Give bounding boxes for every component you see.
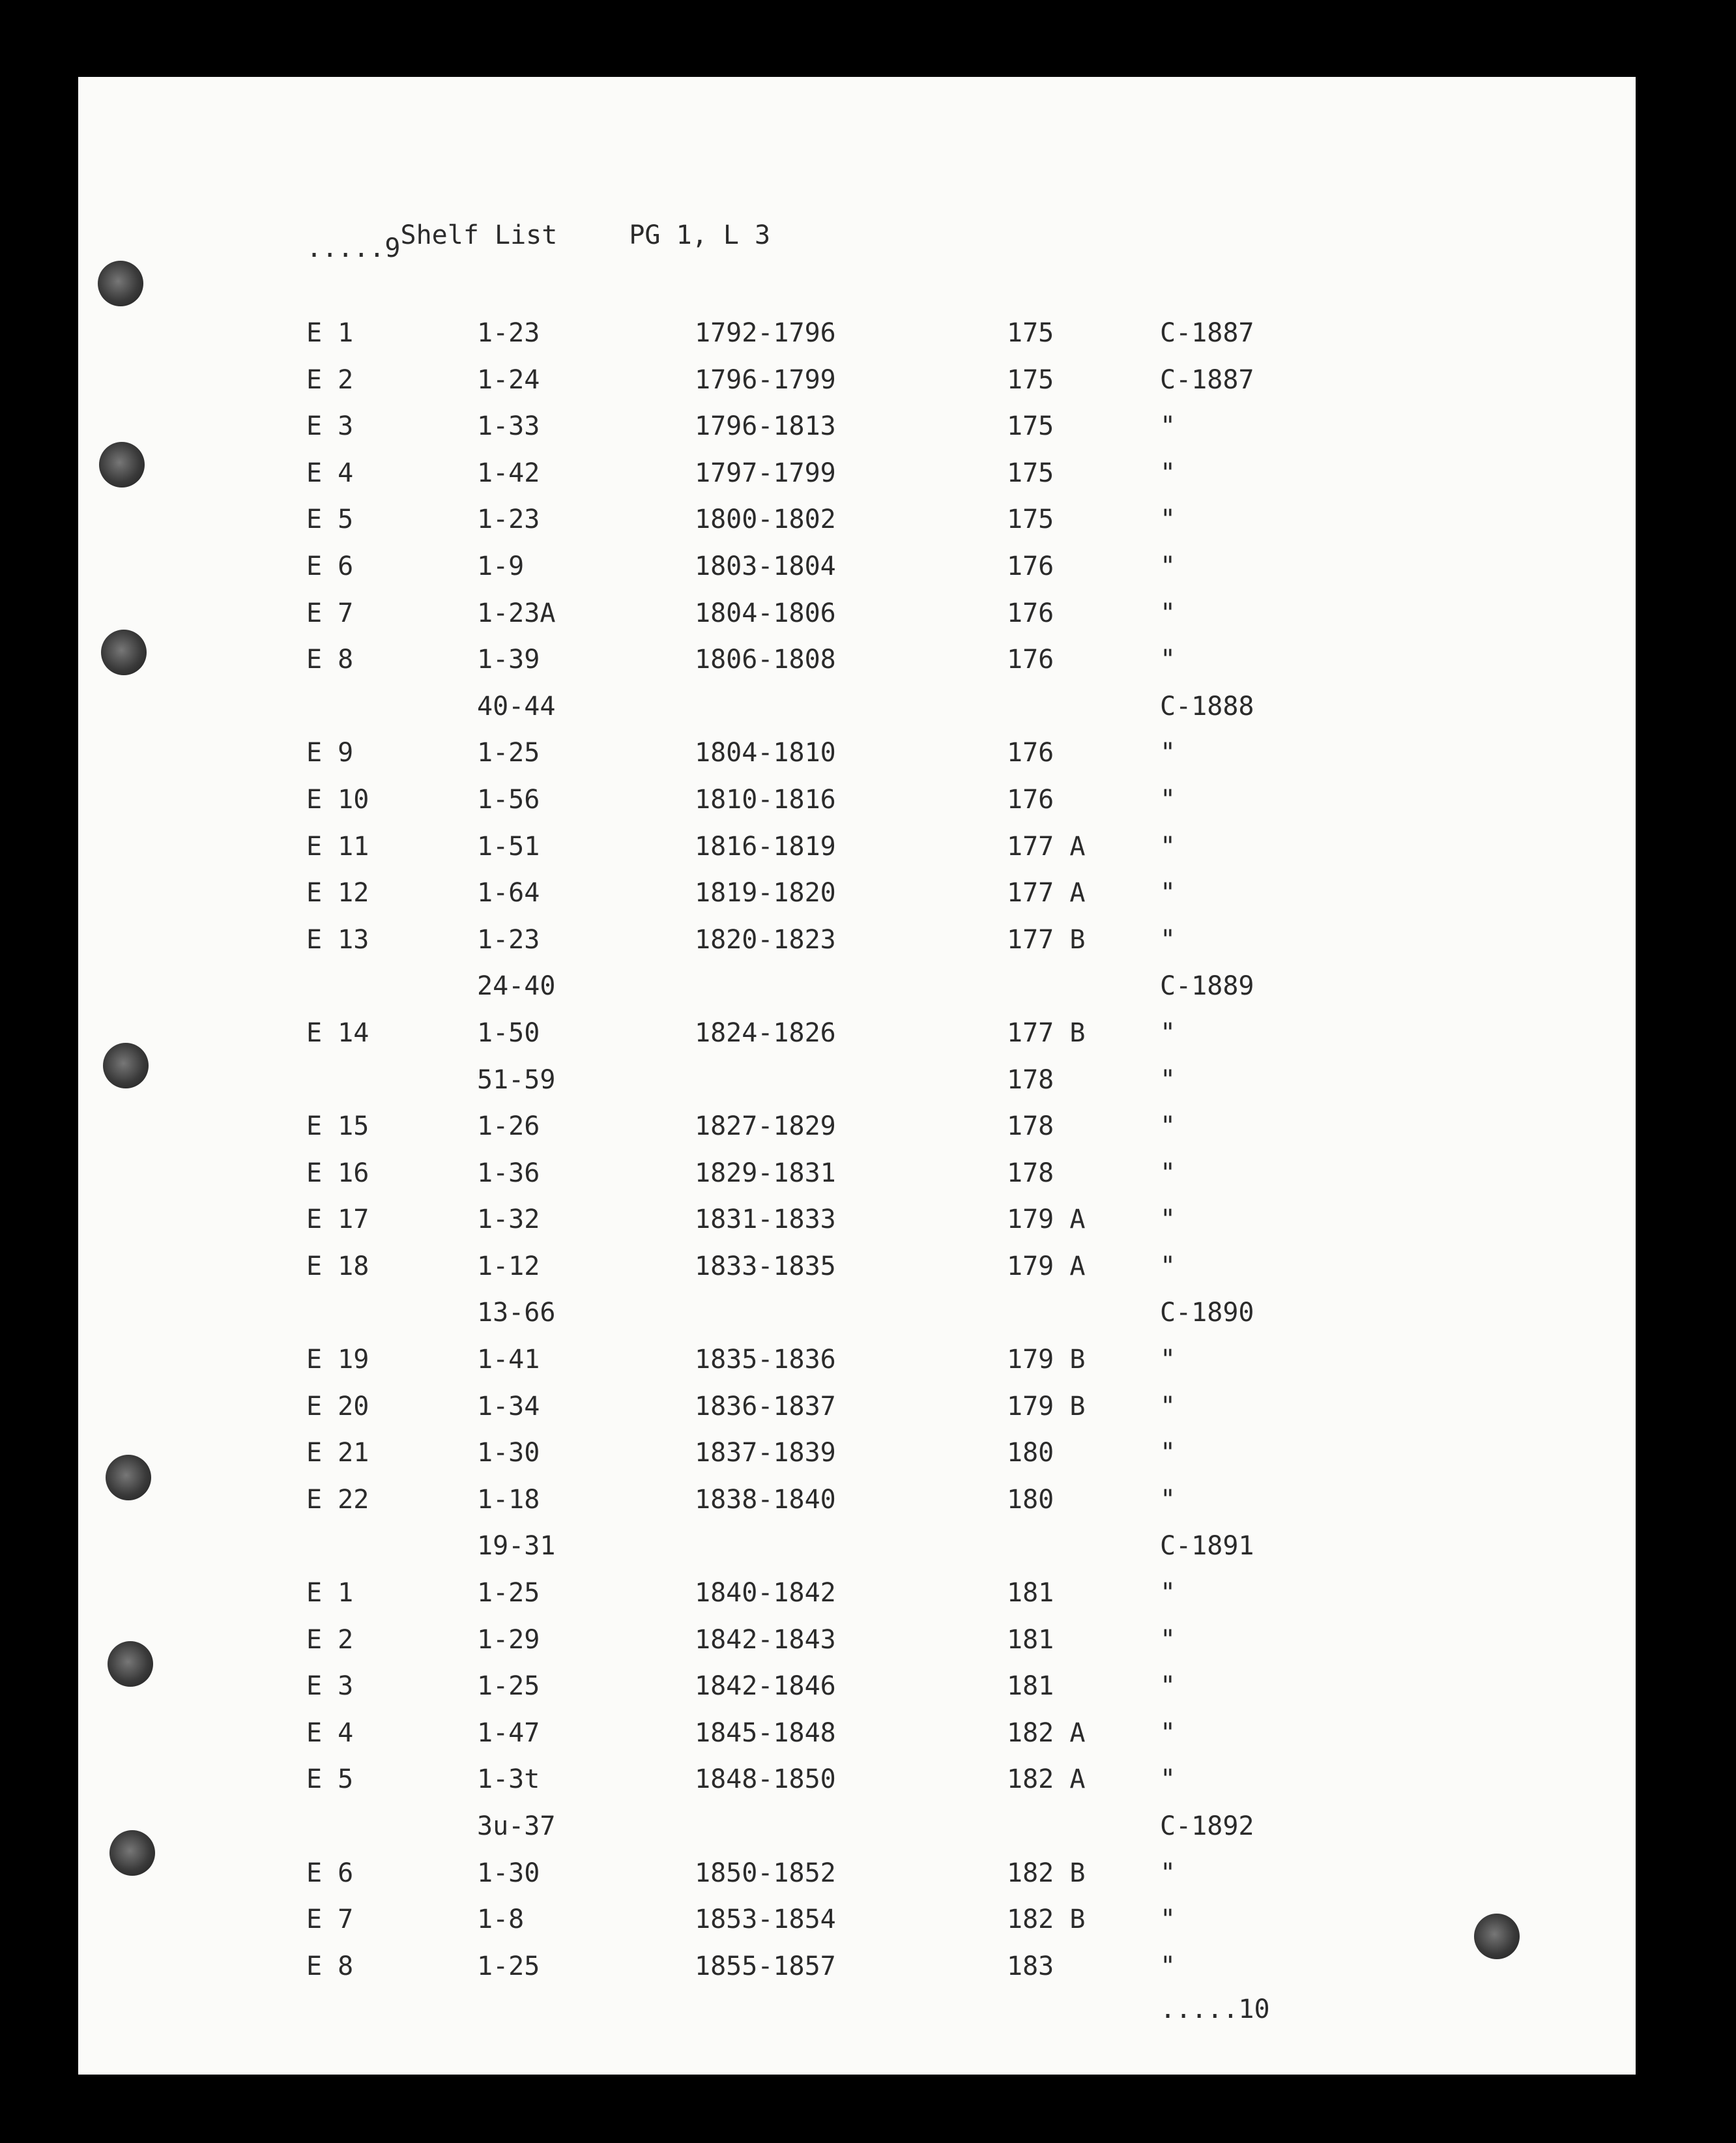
code-entry: "	[1160, 458, 1176, 488]
shelf-reference: 175	[1007, 411, 1054, 442]
code-entry: C-1891	[1160, 1531, 1254, 1562]
box-number: E 17	[306, 1204, 369, 1235]
table-row	[78, 1157, 1636, 1204]
table-row	[78, 1436, 1636, 1483]
table-row	[78, 503, 1636, 550]
shelf-reference: 182 B	[1007, 1904, 1086, 1935]
code-entry: "	[1160, 738, 1176, 768]
code-entry: "	[1160, 1578, 1176, 1609]
date-range: 1796-1813	[695, 411, 836, 442]
box-number: E 13	[306, 924, 369, 955]
code-entry: "	[1160, 1951, 1176, 1981]
box-number: E 22	[306, 1484, 369, 1515]
item-numbers: 1-36	[477, 1158, 540, 1188]
date-range: 1800-1802	[695, 504, 836, 535]
punch-hole	[101, 630, 147, 675]
table-row	[78, 736, 1636, 783]
box-number: E 4	[306, 458, 354, 488]
date-range: 1845-1848	[695, 1717, 836, 1748]
item-numbers: 51-59	[477, 1064, 556, 1095]
box-number: E 11	[306, 831, 369, 862]
shelf-list-table	[78, 317, 1636, 1996]
code-entry: "	[1160, 1671, 1176, 1702]
box-number: E 12	[306, 878, 369, 909]
box-number: E 10	[306, 784, 369, 815]
punch-hole	[99, 442, 145, 488]
shelf-reference: 181	[1007, 1671, 1054, 1702]
code-entry: "	[1160, 1345, 1176, 1375]
table-row	[78, 1903, 1636, 1950]
shelf-reference: 179 B	[1007, 1345, 1086, 1375]
item-numbers: 1-23	[477, 924, 540, 955]
shelf-reference: 176	[1007, 738, 1054, 768]
code-entry: "	[1160, 924, 1176, 955]
box-number: E 18	[306, 1251, 369, 1281]
table-row	[78, 1250, 1636, 1297]
code-entry: "	[1160, 645, 1176, 675]
box-number: E 1	[306, 318, 354, 348]
date-range: 1827-1829	[695, 1111, 836, 1142]
box-number: E 21	[306, 1438, 369, 1468]
item-numbers: 13-66	[477, 1298, 556, 1328]
table-row	[78, 1296, 1636, 1343]
table-row	[78, 877, 1636, 924]
date-range: 1835-1836	[695, 1345, 836, 1375]
shelf-reference: 175	[1007, 364, 1054, 395]
shelf-reference: 178	[1007, 1111, 1054, 1142]
shelf-reference: 183	[1007, 1951, 1054, 1981]
shelf-reference: 175	[1007, 504, 1054, 535]
table-row	[78, 970, 1636, 1017]
box-number: E 7	[306, 598, 354, 628]
shelf-reference: 182 A	[1007, 1764, 1086, 1795]
box-number: E 15	[306, 1111, 369, 1142]
code-entry: C-1892	[1160, 1811, 1254, 1841]
date-range: 1842-1846	[695, 1671, 836, 1702]
record-group-reference: PG 1, L 3	[629, 220, 771, 250]
punch-hole	[109, 1830, 155, 1876]
shelf-reference: 175	[1007, 318, 1054, 348]
table-row	[78, 550, 1636, 597]
table-row	[78, 1670, 1636, 1717]
shelf-reference: 177 A	[1007, 878, 1086, 909]
item-numbers: 1-8	[477, 1904, 525, 1935]
box-number: E 1	[306, 1578, 354, 1609]
table-row	[78, 364, 1636, 411]
item-numbers: 1-24	[477, 364, 540, 395]
code-entry: C-1888	[1160, 691, 1254, 722]
date-range: 1831-1833	[695, 1204, 836, 1235]
box-number: E 6	[306, 1858, 354, 1888]
shelf-reference: 177 B	[1007, 1017, 1086, 1048]
table-row	[78, 1857, 1636, 1904]
code-entry: "	[1160, 878, 1176, 909]
code-entry: "	[1160, 1717, 1176, 1748]
shelf-reference: 175	[1007, 458, 1054, 488]
page-title: Shelf List	[400, 220, 558, 250]
page-marker: .....9	[306, 233, 401, 263]
box-number: E 8	[306, 1951, 354, 1981]
code-entry: C-1887	[1160, 318, 1254, 348]
date-range: 1840-1842	[695, 1578, 836, 1609]
item-numbers: 1-51	[477, 831, 540, 862]
item-numbers: 1-42	[477, 458, 540, 488]
code-entry: "	[1160, 504, 1176, 535]
shelf-reference: 182 A	[1007, 1717, 1086, 1748]
code-entry: "	[1160, 598, 1176, 628]
box-number: E 4	[306, 1717, 354, 1748]
date-range: 1833-1835	[695, 1251, 836, 1281]
code-entry: "	[1160, 831, 1176, 862]
box-number: E 3	[306, 1671, 354, 1702]
item-numbers: 1-9	[477, 551, 525, 581]
date-range: 1810-1816	[695, 784, 836, 815]
shelf-reference: 180	[1007, 1438, 1054, 1468]
code-entry: C-1889	[1160, 971, 1254, 1002]
table-row	[78, 457, 1636, 504]
punch-hole	[1474, 1914, 1520, 1959]
date-range: 1829-1831	[695, 1158, 836, 1188]
table-row	[78, 1530, 1636, 1577]
table-row	[78, 1064, 1636, 1111]
code-entry: "	[1160, 1251, 1176, 1281]
date-range: 1836-1837	[695, 1391, 836, 1421]
shelf-reference: 180	[1007, 1484, 1054, 1515]
box-number: E 2	[306, 364, 354, 395]
item-numbers: 1-23	[477, 318, 540, 348]
table-row	[78, 1810, 1636, 1857]
code-entry: C-1890	[1160, 1298, 1254, 1328]
date-range: 1816-1819	[695, 831, 836, 862]
item-numbers: 1-47	[477, 1717, 540, 1748]
item-numbers: 1-25	[477, 738, 540, 768]
shelf-reference: 178	[1007, 1158, 1054, 1188]
table-row	[78, 783, 1636, 830]
item-numbers: 1-23	[477, 504, 540, 535]
code-entry: "	[1160, 1064, 1176, 1095]
item-numbers: 1-25	[477, 1578, 540, 1609]
shelf-reference: 176	[1007, 551, 1054, 581]
code-entry: "	[1160, 1204, 1176, 1235]
table-row	[78, 597, 1636, 644]
date-range: 1806-1808	[695, 645, 836, 675]
date-range: 1842-1843	[695, 1624, 836, 1655]
shelf-reference: 177 A	[1007, 831, 1086, 862]
item-numbers: 1-33	[477, 411, 540, 442]
box-number: E 20	[306, 1391, 369, 1421]
box-number: E 8	[306, 645, 354, 675]
table-row	[78, 1577, 1636, 1624]
table-row	[78, 690, 1636, 737]
date-range: 1848-1850	[695, 1764, 836, 1795]
shelf-reference: 176	[1007, 645, 1054, 675]
shelf-reference: 181	[1007, 1578, 1054, 1609]
item-numbers: 1-41	[477, 1345, 540, 1375]
code-entry: "	[1160, 1391, 1176, 1421]
shelf-reference: 178	[1007, 1064, 1054, 1095]
code-entry: C-1887	[1160, 364, 1254, 395]
table-row	[78, 830, 1636, 877]
date-range: 1803-1804	[695, 551, 836, 581]
box-number: E 7	[306, 1904, 354, 1935]
date-range: 1820-1823	[695, 924, 836, 955]
code-entry: "	[1160, 784, 1176, 815]
box-number: E 19	[306, 1345, 369, 1375]
punch-hole	[103, 1043, 149, 1088]
code-entry: "	[1160, 1858, 1176, 1888]
continued-marker: .....10	[1160, 1994, 1270, 2024]
date-range: 1804-1806	[695, 598, 836, 628]
table-row	[78, 317, 1636, 364]
item-numbers: 40-44	[477, 691, 556, 722]
table-row	[78, 1390, 1636, 1437]
date-range: 1792-1796	[695, 318, 836, 348]
shelf-reference: 177 B	[1007, 924, 1086, 955]
box-number: E 5	[306, 1764, 354, 1795]
code-entry: "	[1160, 1764, 1176, 1795]
item-numbers: 19-31	[477, 1531, 556, 1562]
item-numbers: 1-25	[477, 1951, 540, 1981]
item-numbers: 1-29	[477, 1624, 540, 1655]
shelf-reference: 182 B	[1007, 1858, 1086, 1888]
code-entry: "	[1160, 1904, 1176, 1935]
code-entry: "	[1160, 1624, 1176, 1655]
date-range: 1797-1799	[695, 458, 836, 488]
item-numbers: 1-30	[477, 1858, 540, 1888]
code-entry: "	[1160, 1158, 1176, 1188]
item-numbers: 1-39	[477, 645, 540, 675]
date-range: 1824-1826	[695, 1017, 836, 1048]
item-numbers: 1-64	[477, 878, 540, 909]
table-row	[78, 924, 1636, 970]
shelf-reference: 179 A	[1007, 1204, 1086, 1235]
table-row	[78, 1717, 1636, 1764]
box-number: E 9	[306, 738, 354, 768]
table-row	[78, 1203, 1636, 1250]
item-numbers: 1-23A	[477, 598, 556, 628]
shelf-reference: 176	[1007, 598, 1054, 628]
box-number: E 14	[306, 1017, 369, 1048]
item-numbers: 1-3t	[477, 1764, 540, 1795]
box-number: E 6	[306, 551, 354, 581]
code-entry: "	[1160, 1017, 1176, 1048]
date-range: 1853-1854	[695, 1904, 836, 1935]
box-number: E 3	[306, 411, 354, 442]
item-numbers: 1-25	[477, 1671, 540, 1702]
item-numbers: 24-40	[477, 971, 556, 1002]
table-row	[78, 1110, 1636, 1157]
table-row	[78, 1763, 1636, 1810]
shelf-reference: 181	[1007, 1624, 1054, 1655]
item-numbers: 1-56	[477, 784, 540, 815]
box-number: E 5	[306, 504, 354, 535]
date-range: 1804-1810	[695, 738, 836, 768]
shelf-reference: 179 A	[1007, 1251, 1086, 1281]
punch-hole	[106, 1455, 151, 1500]
item-numbers: 1-34	[477, 1391, 540, 1421]
shelf-list-page	[78, 77, 1636, 2075]
punch-hole	[98, 261, 143, 306]
table-row	[78, 1017, 1636, 1064]
code-entry: "	[1160, 1111, 1176, 1142]
item-numbers: 1-18	[477, 1484, 540, 1515]
date-range: 1819-1820	[695, 878, 836, 909]
item-numbers: 1-12	[477, 1251, 540, 1281]
date-range: 1838-1840	[695, 1484, 836, 1515]
item-numbers: 3u-37	[477, 1811, 556, 1841]
item-numbers: 1-50	[477, 1017, 540, 1048]
code-entry: "	[1160, 551, 1176, 581]
table-row	[78, 1624, 1636, 1670]
shelf-reference: 179 B	[1007, 1391, 1086, 1421]
table-row	[78, 1343, 1636, 1390]
code-entry: "	[1160, 1484, 1176, 1515]
item-numbers: 1-30	[477, 1438, 540, 1468]
box-number: E 16	[306, 1158, 369, 1188]
date-range: 1855-1857	[695, 1951, 836, 1981]
box-number: E 2	[306, 1624, 354, 1655]
date-range: 1850-1852	[695, 1858, 836, 1888]
table-row	[78, 1483, 1636, 1530]
date-range: 1837-1839	[695, 1438, 836, 1468]
table-row	[78, 643, 1636, 690]
item-numbers: 1-26	[477, 1111, 540, 1142]
table-row	[78, 410, 1636, 457]
date-range: 1796-1799	[695, 364, 836, 395]
punch-hole	[108, 1641, 153, 1687]
shelf-reference: 176	[1007, 784, 1054, 815]
item-numbers: 1-32	[477, 1204, 540, 1235]
code-entry: "	[1160, 411, 1176, 442]
code-entry: "	[1160, 1438, 1176, 1468]
table-row	[78, 1950, 1636, 1997]
